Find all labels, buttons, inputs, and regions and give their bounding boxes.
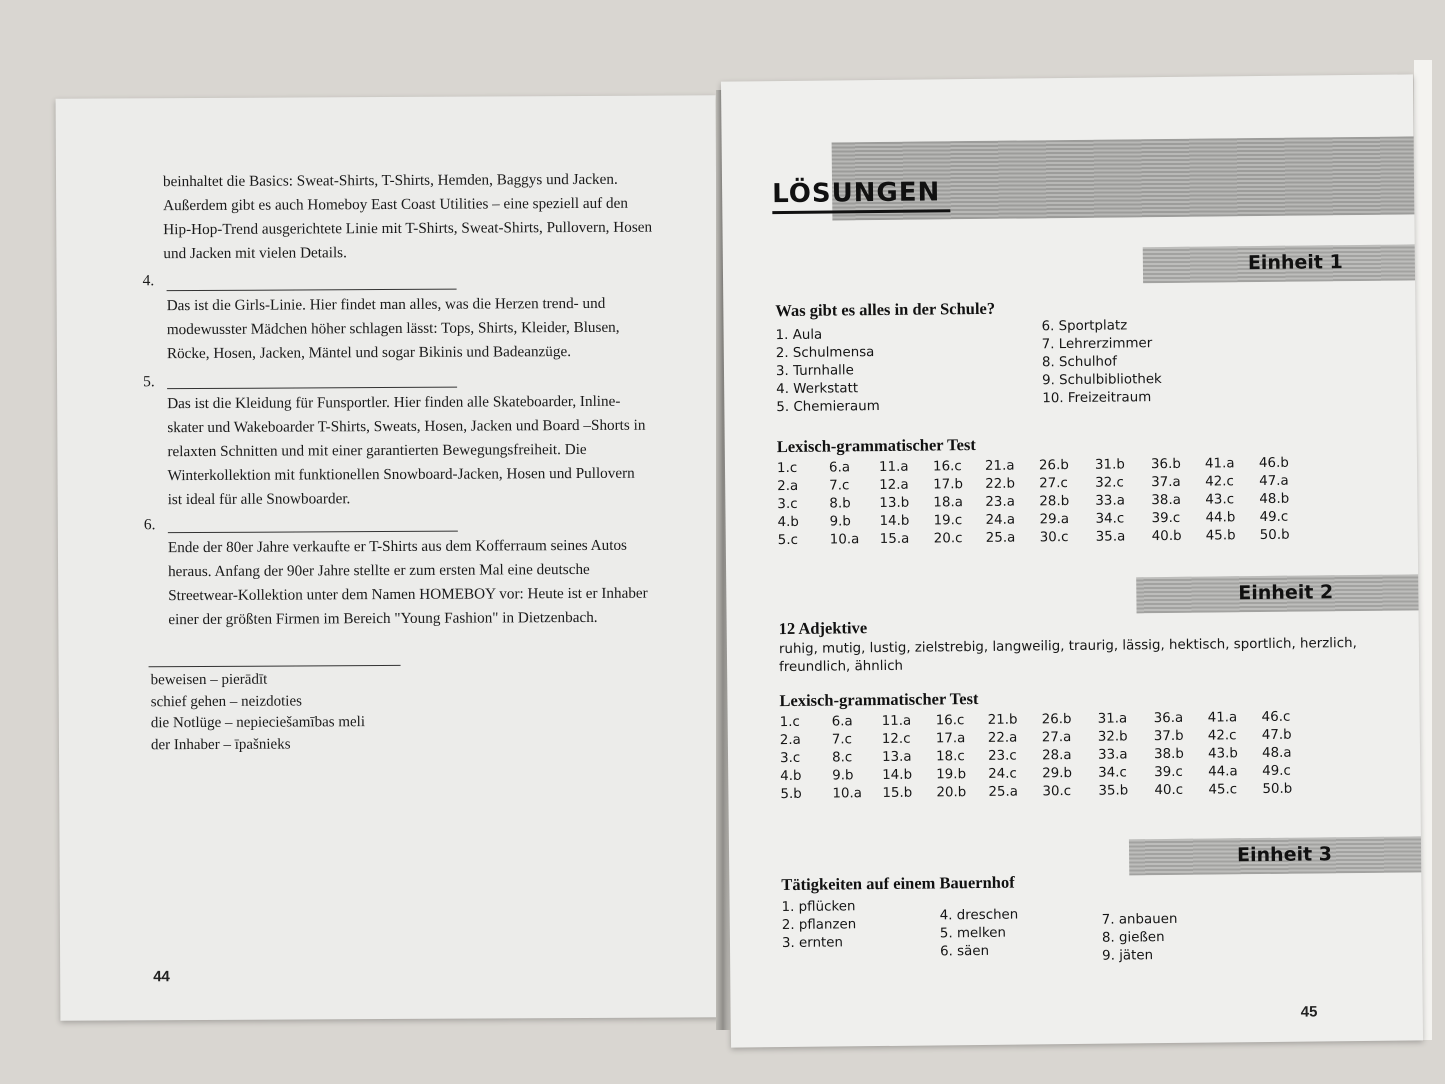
answer-grid-1 (777, 455, 1378, 556)
answer-cell: 35.a (1095, 529, 1126, 545)
list-item: 4. Werkstatt (776, 381, 859, 398)
answer-cell: 23.a (985, 494, 1015, 510)
answer-cell: 27.c (1039, 476, 1068, 492)
list-item: 1. pflücken (781, 899, 856, 916)
answer-cell: 25.a (988, 784, 1019, 800)
answer-cell: 42.c (1205, 474, 1234, 490)
answer-cell: 28.b (1039, 494, 1070, 510)
answer-cell: 9.b (832, 768, 854, 784)
answer-cell: 48.a (1261, 745, 1292, 762)
bauernhof-col-3 (1102, 911, 1178, 966)
item-5-text: Das ist die Kleidung für Funsportler. Hier finden alle Skateboarder, Inline-skater und Wakeboarder T-Shirts, Sweats, Hosen, Jacken und Board –Shorts in relaxten Schnitten und mit einer garantierten Bewegungsfreiheit. Die Winterkollektion mit funktionellen Snowboard-Jacken, Hosen und Pullovern ist ideal für alle Snowboarder. (167, 392, 646, 509)
answer-cell: 1.c (776, 460, 798, 477)
answer-cell: 8.b (829, 496, 851, 512)
answer-cell: 2.a (777, 478, 799, 495)
answer-cell: 46.c (1261, 709, 1291, 726)
answer-cell: 49.c (1259, 509, 1289, 526)
answer-cell: 35.b (1098, 783, 1129, 799)
answer-cell: 42.c (1207, 728, 1237, 744)
answer-cell: 23.c (987, 748, 1017, 764)
answer-cell: 20.b (936, 785, 967, 801)
answer-cell: 26.b (1041, 712, 1072, 728)
answer-cell: 45.c (1208, 782, 1238, 798)
answer-cell: 11.a (878, 459, 909, 476)
answer-cell: 6.a (831, 714, 853, 730)
list-item: 8. Schulhof (1041, 354, 1117, 371)
list-item: 7. Lehrerzimmer (1041, 336, 1153, 353)
section-test-1-title: Lexisch-grammatischer Test (776, 435, 976, 457)
answer-cell: 17.b (933, 477, 964, 493)
answer-cell: 7.c (831, 732, 853, 748)
answer-cell: 2.a (779, 732, 801, 749)
answer-cell: 34.c (1098, 765, 1127, 781)
list-item: 4. dreschen (939, 907, 1019, 924)
answer-cell: 18.c (935, 749, 965, 765)
answer-cell: 10.a (829, 532, 860, 548)
answer-cell: 11.a (881, 713, 912, 730)
list-item: 8. gießen (1101, 930, 1165, 946)
section-test-2-title: Lexisch-grammatischer Test (779, 688, 979, 711)
answer-cell: 43.b (1207, 746, 1238, 762)
answer-cell: 45.b (1205, 528, 1236, 544)
answer-cell: 41.a (1207, 710, 1238, 726)
adjektive-text: ruhig, mutig, lustig, zielstrebig, langweilig, traurig, lässig, hektisch, sportlich, herzlich, freundlich, ähnlich (778, 636, 1357, 676)
answer-cell: 41.a (1204, 456, 1235, 472)
page-title: LÖSUNGEN (772, 177, 951, 214)
list-item: 1. Aula (775, 327, 823, 344)
answer-cell: 36.a (1153, 710, 1184, 727)
answer-cell: 25.a (985, 530, 1016, 546)
answer-cell: 30.c (1039, 530, 1069, 546)
answer-cell: 46.b (1258, 455, 1289, 472)
answer-cell: 14.b (882, 767, 913, 783)
bauernhof-col-2 (940, 907, 1019, 962)
answer-cell: 12.c (881, 731, 911, 748)
answer-cell: 15.a (879, 531, 910, 548)
list-item: 6. Sportplatz (1041, 318, 1128, 335)
intro-paragraph: beinhaltet die Basics: Sweat-Shirts, T-Shirts, Hemden, Baggys und Jacken. Außerdem gibt es auch Homeboy East Coast Utilities – eine speziell auf den Hip-Hop-Trend ausgerichtete Linie mit T-Shirts, Sweat-Shirts, Pullovern, Hosen und Jacken mit vielen Details. (162, 170, 653, 263)
answer-cell: 7.c (829, 478, 850, 494)
answer-cell: 29.b (1042, 766, 1073, 782)
einheit-2-heading: Einheit 2 (1238, 581, 1334, 605)
bauernhof-col-1 (782, 898, 857, 953)
answer-cell: 50.b (1259, 527, 1290, 544)
answer-cell: 32.c (1095, 475, 1124, 491)
answer-cell: 3.c (779, 750, 801, 767)
vocab-item: die Notlüge – nepieciešamības meli (150, 714, 366, 732)
item-6-text: Ende der 80er Jahre verkaufte er T-Shirts aus dem Kofferraum seines Autos heraus. Anfang der 90er Jahre stellte er zum ersten Mal eine deutsche Streetwear-Kollektion unter dem Namen HOMEBOY vor: Heute ist er Inhaber einer der größten Firmen im Bereich "Young Fashion" in Dietzenbach. (167, 536, 648, 629)
answer-cell: 16.c (935, 713, 965, 729)
item-4-text: Das ist die Girls-Linie. Hier findet man alles, was die Herzen trend- und modewusster Mädchen höher schlagen lässt: Tops, Shirts, Kleider, Blusen, Röcke, Hosen, Jacken, Mäntel und sogar Bikinis und Badeanzüge. (166, 294, 620, 363)
answer-cell: 48.b (1259, 491, 1290, 508)
answer-cell: 44.b (1205, 510, 1236, 526)
list-item: 9. jäten (1102, 948, 1154, 964)
schule-list-a (776, 326, 880, 417)
answer-cell: 50.b (1262, 781, 1293, 798)
answer-cell: 47.a (1259, 473, 1289, 490)
answer-cell: 19.b (936, 767, 967, 783)
answer-cell: 6.a (828, 460, 851, 476)
answer-cell: 13.b (879, 495, 910, 512)
answer-cell: 36.b (1150, 456, 1181, 473)
page-number-right: 45 (1300, 1003, 1318, 1021)
answer-cell: 37.b (1153, 728, 1184, 745)
section-bauernhof-title: Tätigkeiten auf einem Bauernhof (781, 872, 1015, 895)
vocab-item: der Inhaber – īpašnieks (150, 736, 291, 753)
answer-cell: 20.c (933, 531, 963, 547)
answer-cell: 21.b (987, 712, 1018, 728)
answer-cell: 14.b (879, 513, 910, 530)
answer-cell: 40.b (1151, 528, 1182, 545)
answer-cell: 37.a (1151, 474, 1181, 491)
answer-cell: 16.c (932, 459, 962, 475)
section-adjektive-title: 12 Adjektive (778, 618, 868, 639)
answer-cell: 32.b (1097, 729, 1128, 745)
vocab-list (151, 669, 366, 756)
answer-cell: 38.a (1151, 492, 1181, 509)
answer-line-6 (168, 531, 458, 534)
answer-cell: 40.c (1154, 782, 1184, 799)
answer-cell: 15.b (882, 785, 913, 801)
answer-cell: 28.a (1041, 748, 1072, 764)
answer-cell: 27.a (1041, 730, 1072, 746)
vocab-divider (149, 665, 401, 667)
answer-cell: 47.b (1261, 727, 1292, 744)
answer-cell: 1.c (779, 714, 800, 731)
list-item: 9. Schulbibliothek (1042, 372, 1162, 389)
answer-cell: 44.a (1208, 764, 1238, 780)
answer-cell: 22.b (985, 476, 1016, 492)
list-item: 2. Schulmensa (775, 345, 875, 362)
einheit-1-heading: Einheit 1 (1247, 251, 1343, 275)
answer-cell: 33.a (1095, 493, 1125, 509)
answer-cell: 9.b (829, 514, 851, 530)
left-page (56, 95, 721, 1020)
vocab-item: schief gehen – neizdoties (150, 692, 302, 710)
answer-cell: 39.c (1154, 764, 1183, 781)
answer-cell: 31.b (1094, 457, 1125, 473)
right-page (721, 74, 1423, 1047)
answer-cell: 19.c (933, 513, 963, 529)
answer-cell: 10.a (832, 786, 863, 802)
list-item: 10. Freizeitraum (1042, 390, 1152, 407)
answer-cell: 39.c (1151, 510, 1181, 527)
list-item: 6. säen (940, 943, 990, 960)
answer-cell: 5.b (780, 786, 802, 803)
answer-cell: 5.c (777, 532, 798, 549)
answer-cell: 29.a (1039, 512, 1070, 528)
answer-cell: 4.b (777, 514, 799, 531)
item-number-4: 4. (142, 272, 155, 290)
answer-cell: 30.c (1042, 784, 1072, 800)
answer-cell: 18.a (933, 495, 963, 511)
item-number-5: 5. (143, 373, 155, 391)
answer-grid-2 (780, 709, 1381, 810)
answer-cell: 3.c (777, 496, 798, 513)
answer-cell: 4.b (780, 768, 802, 785)
section-schule-title: Was gibt es alles in der Schule? (775, 298, 996, 321)
answer-cell: 38.b (1153, 746, 1184, 763)
vocab-item: beweisen – pierādīt (150, 671, 268, 689)
answer-cell: 12.a (879, 477, 909, 494)
answer-cell: 13.a (881, 749, 912, 765)
answer-cell: 33.a (1097, 747, 1128, 763)
answer-cell: 21.a (984, 458, 1015, 474)
answer-cell: 43.c (1205, 492, 1235, 508)
list-item: 5. Chemieraum (776, 399, 880, 416)
einheit-3-heading: Einheit 3 (1236, 843, 1333, 867)
answer-cell: 49.c (1262, 763, 1291, 780)
list-item: 7. anbauen (1101, 911, 1178, 928)
answer-cell: 24.c (988, 766, 1017, 782)
answer-line-5 (167, 387, 457, 390)
answer-cell: 24.a (985, 512, 1016, 528)
page-number-left: 44 (153, 968, 170, 986)
list-item: 3. ernten (781, 935, 844, 952)
list-item: 2. pflanzen (781, 917, 857, 934)
list-item: 3. Turnhalle (775, 363, 854, 380)
answer-line-4 (167, 289, 457, 292)
answer-cell: 8.c (831, 750, 853, 766)
answer-cell: 34.c (1095, 511, 1125, 527)
answer-cell: 22.a (987, 730, 1018, 746)
item-number-6: 6. (143, 516, 156, 534)
schule-list-b (1041, 317, 1162, 408)
list-item: 5. melken (939, 925, 1007, 942)
answer-cell: 26.b (1038, 458, 1069, 474)
answer-cell: 31.a (1097, 711, 1128, 727)
answer-cell: 17.a (935, 731, 966, 747)
